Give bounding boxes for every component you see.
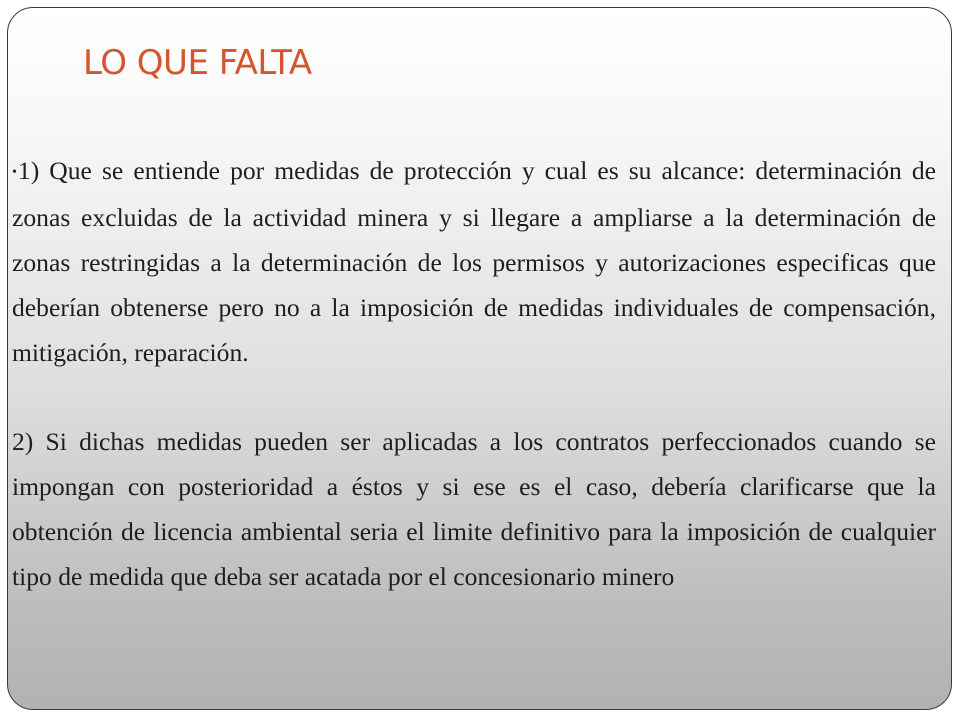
slide-title: LO QUE FALTA <box>83 43 312 83</box>
slide <box>7 7 952 710</box>
paragraph-1-text: 1) Que se entiende por medidas de protección y cual es su alcance: determinación de zonas excluidas de la actividad minera y si llegare a ampliarse a la determinación de zonas restringidas a la determinación de los permisos y autorizaciones especificas que deberían obtenerse pero no a la imposición de medidas individuales de compensación, mitigación, reparación. <box>12 156 936 367</box>
bullet-dot-icon: • <box>12 165 17 180</box>
paragraph-1 <box>12 148 936 375</box>
paragraph-2 <box>12 419 936 599</box>
slide-body <box>12 148 936 599</box>
paragraph-2-text: 2) Si dichas medidas pueden ser aplicadas a los contratos perfeccionados cuando se impongan con posterioridad a éstos y si ese es el caso, debería clarificarse que la obtención de licencia ambiental seria el limite definitivo para la imposición de cualquier tipo de medida que deba ser acatada por el concesionario minero <box>12 427 936 591</box>
